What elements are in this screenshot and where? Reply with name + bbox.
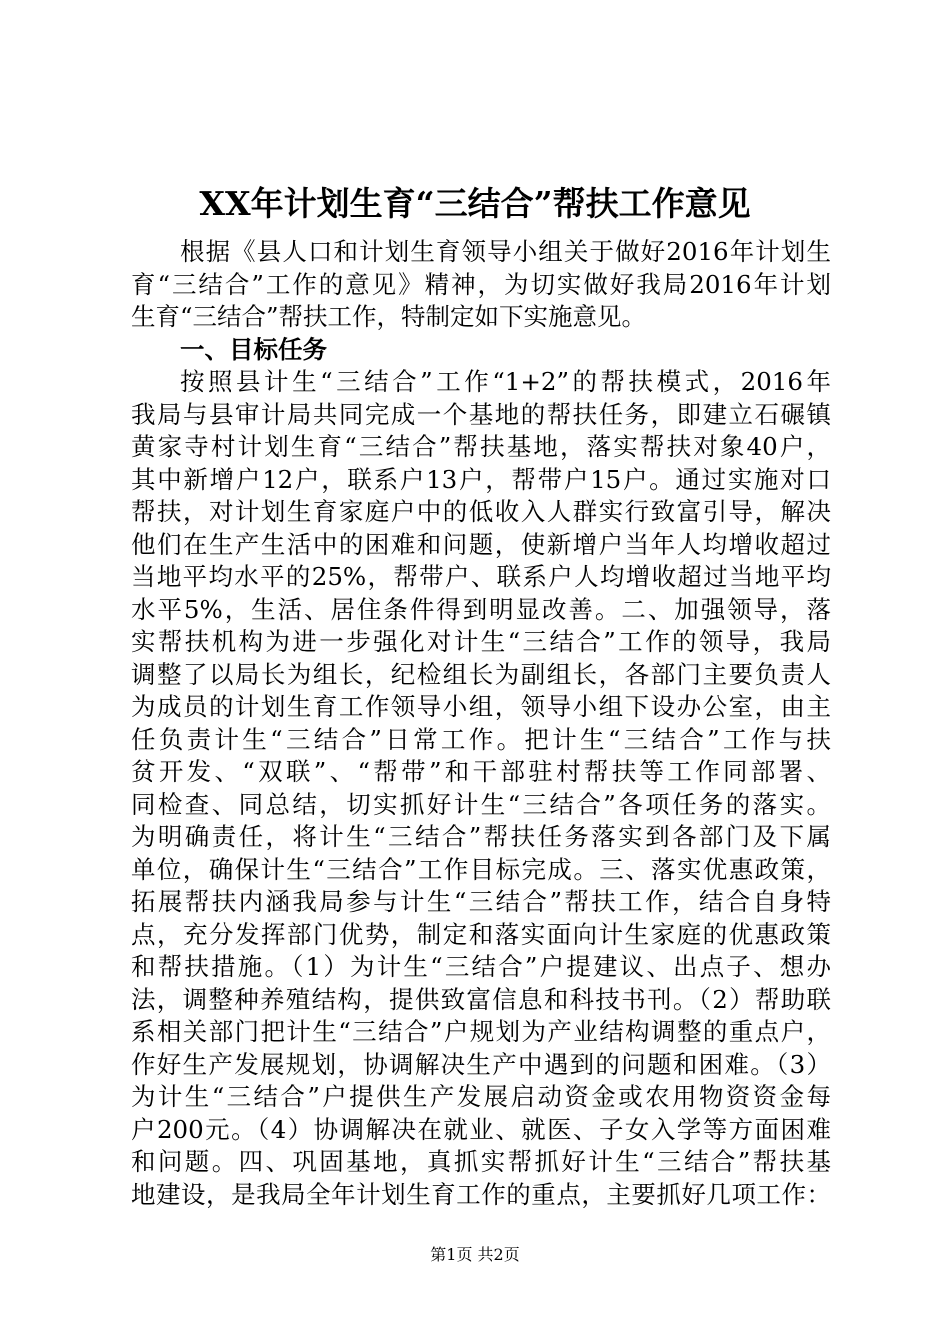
paragraph-line: 为明确责任，将计生“三结合”帮扶任务落实到各部门及下属: [131, 822, 831, 851]
document-title: XX年计划生育“三结合”帮扶工作意见: [199, 184, 751, 223]
paragraph-line: 为计生“三结合”户提供生产发展启动资金或农用物资资金每: [131, 1082, 831, 1111]
paragraph-line: 按照县计生“三结合”工作“1+2”的帮扶模式，2016年: [180, 367, 831, 396]
paragraph-line: 当地平均水平的25%，帮带户、联系户人均增收超过当地平均: [131, 562, 831, 591]
paragraph-line: 根据《县人口和计划生育领导小组关于做好2016年计划生: [180, 237, 831, 266]
paragraph-line: 水平5%，生活、居住条件得到明显改善。二、加强领导，落: [131, 594, 831, 624]
paragraph-line: 和帮扶措施。（1）为计生“三结合”户提建议、出点子、想办: [131, 952, 831, 981]
paragraph-line: 单位，确保计生“三结合”工作目标完成。三、落实优惠政策，: [131, 854, 831, 884]
paragraph-line: 为成员的计划生育工作领导小组，领导小组下设办公室，由主: [131, 692, 831, 721]
paragraph-line: 其中新增户12户，联系户13户，帮带户15户。通过实施对口: [131, 464, 831, 494]
paragraph-line: 任负责计生“三结合”日常工作。把计生“三结合”工作与扶: [131, 724, 831, 754]
paragraph-line: 系相关部门把计生“三结合”户规划为产业结构调整的重点户，: [131, 1017, 831, 1046]
paragraph-line: 贫开发、“双联”、“帮带”和干部驻村帮扶等工作同部署、: [131, 757, 831, 786]
paragraph-line: 点，充分发挥部门优势，制定和落实面向计生家庭的优惠政策: [131, 919, 831, 949]
paragraph-line: 帮扶，对计划生育家庭户中的低收入人群实行致富引导，解决: [131, 497, 831, 526]
paragraph-line: 拓展帮扶内涵我局参与计生“三结合”帮扶工作，结合自身特: [131, 887, 831, 916]
section-heading: 一、目标任务: [180, 334, 327, 364]
paragraph-line: 和问题。四、巩固基地，真抓实帮抓好计生“三结合”帮扶基: [131, 1147, 831, 1176]
page-footer: 第1页 共2页: [430, 1245, 520, 1264]
paragraph-line: 户200元。（4）协调解决在就业、就医、子女入学等方面困难: [131, 1114, 831, 1144]
paragraph-line: 他们在生产生活中的困难和问题，使新增户当年人均增收超过: [131, 529, 831, 559]
paragraph-line: 法，调整种养殖结构，提供致富信息和科技书刊。（2）帮助联: [131, 984, 831, 1014]
paragraph-line: 作好生产发展规划，协调解决生产中遇到的问题和困难。（3）: [131, 1049, 831, 1079]
paragraph-line: 育“三结合”工作的意见》精神，为切实做好我局2016年计划: [131, 269, 831, 299]
paragraph-line: 调整了以局长为组长，纪检组长为副组长，各部门主要负责人: [131, 659, 831, 689]
paragraph-line: 黄家寺村计划生育“三结合”帮扶基地，落实帮扶对象40户，: [131, 432, 831, 461]
paragraph-line: 同检查、同总结，切实抓好计生“三结合”各项任务的落实。: [131, 789, 831, 819]
paragraph-line: 地建设，是我局全年计划生育工作的重点，主要抓好几项工作：: [131, 1179, 831, 1209]
paragraph-line: 我局与县审计局共同完成一个基地的帮扶任务，即建立石碾镇: [131, 399, 831, 429]
paragraph-line: 实帮扶机构为进一步强化对计生“三结合”工作的领导，我局: [131, 627, 831, 656]
paragraph-line: 生育“三结合”帮扶工作，特制定如下实施意见。: [131, 302, 647, 331]
document-body: [131, 236, 831, 1211]
